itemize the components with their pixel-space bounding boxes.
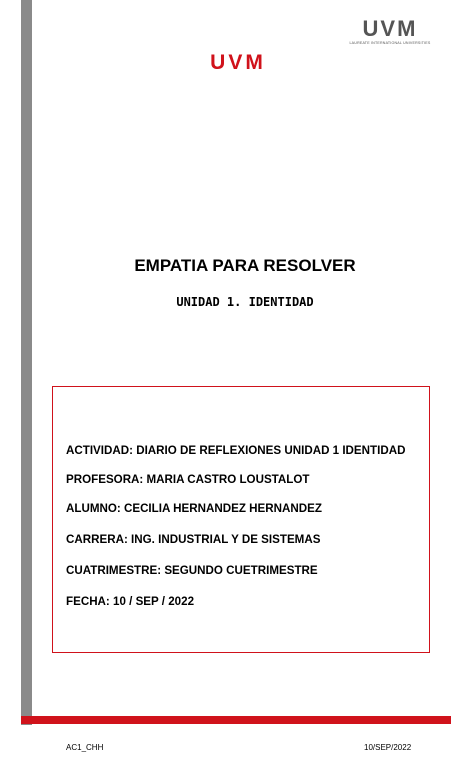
footer-date: 10/SEP/2022 [364, 743, 412, 752]
document-title: EMPATIA PARA RESOLVER [134, 256, 356, 275]
bottom-red-bar [21, 716, 451, 724]
info-term: CUATRIMESTRE: SEGUNDO CUETRIMESTRE [66, 564, 318, 577]
info-date: FECHA: 10 / SEP / 2022 [66, 595, 195, 608]
logo-top-tagline: LAUREATE INTERNATIONAL UNIVERSITIES [349, 41, 431, 45]
footer-code: AC1_CHH [66, 743, 104, 752]
left-side-bar [21, 0, 32, 725]
info-box [52, 386, 430, 653]
info-career: CARRERA: ING. INDUSTRIAL Y DE SISTEMAS [66, 533, 321, 546]
uvm-center-logo: UVM [210, 51, 266, 74]
info-student: ALUMNO: CECILIA HERNANDEZ HERNANDEZ [66, 502, 322, 515]
info-activity: ACTIVIDAD: DIARIO DE REFLEXIONES UNIDAD 1 IDENTIDAD [66, 444, 406, 457]
document-subtitle: UNIDAD 1. IDENTIDAD [176, 295, 314, 309]
info-professor: PROFESORA: MARIA CASTRO LOUSTALOT [66, 473, 310, 486]
logo-top-wordmark: UVM [362, 16, 418, 41]
uvm-laureate-logo [349, 16, 431, 46]
